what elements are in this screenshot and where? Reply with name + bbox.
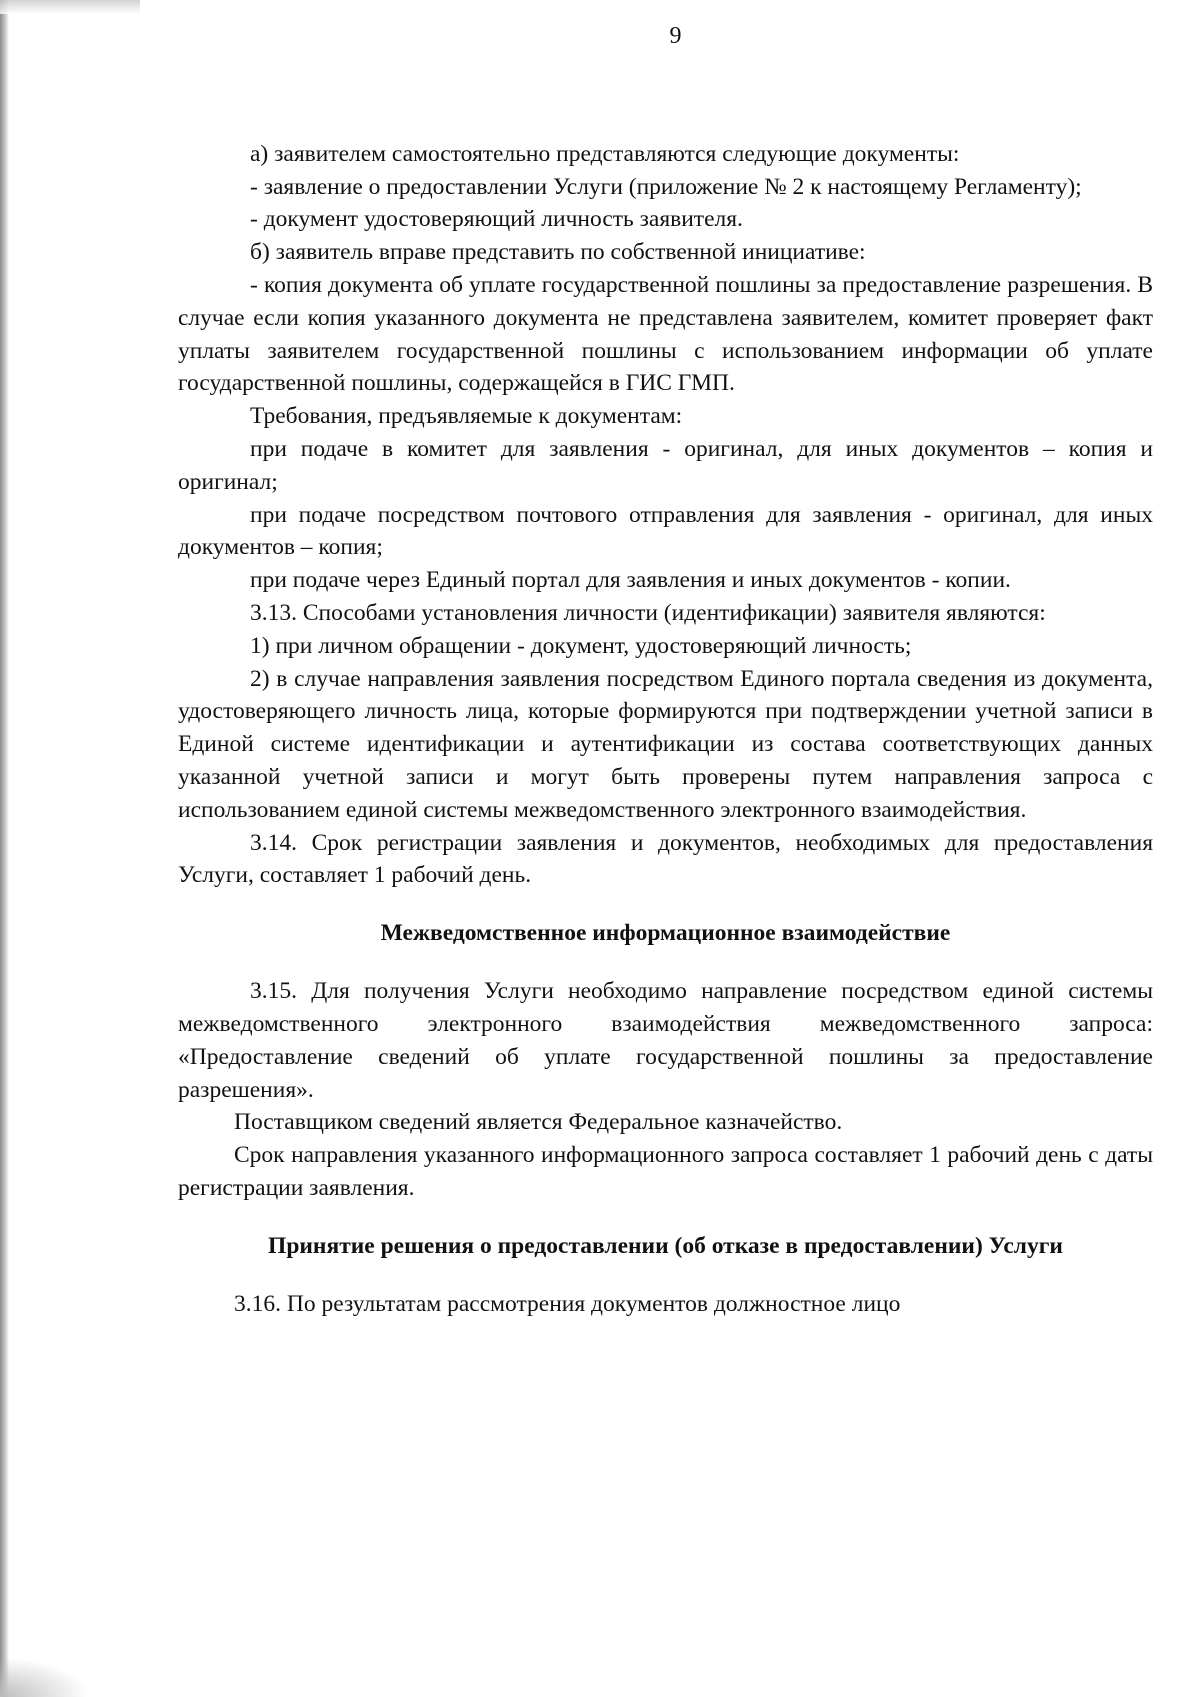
paragraph: 3.16. По результатам рассмотрения документов должностное лицо (234, 1290, 901, 1317)
paragraph: б) заявитель вправе представить по собственной инициативе: (250, 239, 866, 266)
paragraph: - заявление о предоставлении Услуги (приложение № 2 к настоящему Регламенту); (250, 173, 1082, 200)
paragraph: а) заявителем самостоятельно представляются следующие документы: (250, 140, 960, 167)
paragraph: 1) при личном обращении - документ, удостоверяющий личность; (250, 632, 912, 659)
scan-shadow-bottom (0, 1657, 90, 1697)
page-number: 9 (669, 23, 682, 49)
paragraph: при подаче через Единый портал для заявления и иных документов - копии. (250, 567, 1011, 594)
document-page (178, 20, 1153, 1321)
paragraph: 3.13. Способами установления личности (идентификации) заявителя являются: (250, 599, 1046, 626)
scan-shadow-top (0, 0, 140, 14)
section-heading: Принятие решения о предоставлении (об отказе в предоставлении) Услуги (268, 1232, 1063, 1259)
paragraph: - копия документа об уплате государственной пошлины за предоставление разрешения. В случае если копия указанного документа не представлена заявителем, комитет проверяет факт уплаты заявителем государственной пошлины с использованием информации об уплате государственной пошлины, содержащейся в ГИС ГМП. (178, 271, 1153, 397)
section-heading: Межведомственное информационное взаимодействие (380, 920, 951, 947)
paragraph: 2) в случае направления заявления посредством Единого портала сведения из документа, удостоверяющего личность лица, которые формируются при подтверждении учетной записи в Единой системе идентификации и аутентификации из состава соответствующих данных указанной учетной записи и могут быть проверены путем направления запроса с использованием единой системы межведомственного электронного взаимодействия. (178, 665, 1153, 823)
body-block-1 (178, 138, 1153, 892)
paragraph: 3.14. Срок регистрации заявления и документов, необходимых для предоставления Услуги, составляет 1 рабочий день. (178, 829, 1153, 889)
paragraph: при подаче посредством почтового отправления для заявления - оригинал, для иных документов – копия; (178, 501, 1153, 561)
body-block-3 (178, 1288, 1153, 1321)
paragraph: Поставщиком сведений является Федеральное казначейство. (234, 1109, 843, 1136)
scan-edge (0, 0, 9, 1697)
paragraph: при подаче в комитет для заявления - оригинал, для иных документов – копия и оригинал; (178, 435, 1153, 495)
paragraph: 3.15. Для получения Услуги необходимо направление посредством единой системы межведомственного электронного взаимодействия межведомственного запроса: «Предоставление сведений об уплате государственной пошлины за предоставление разрешения». (178, 978, 1153, 1103)
paragraph: - документ удостоверяющий личность заявителя. (250, 206, 743, 233)
paragraph: Срок направления указанного информационного запроса составляет 1 рабочий день с даты регистрации заявления. (178, 1142, 1153, 1201)
body-block-2 (178, 975, 1153, 1205)
paragraph: Требования, предъявляемые к документам: (250, 403, 683, 430)
